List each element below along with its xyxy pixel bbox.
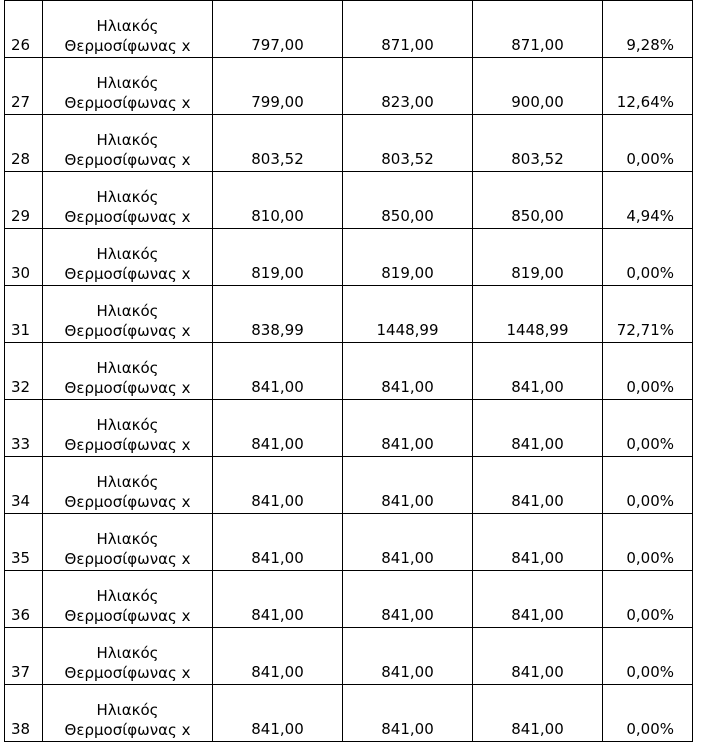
percent-change-cell: 9,28% xyxy=(603,1,693,58)
row-number-cell: 30 xyxy=(5,229,43,286)
price-cell-1: 841,00 xyxy=(213,457,343,514)
row-number-cell: 34 xyxy=(5,457,43,514)
row-number-cell: 29 xyxy=(5,172,43,229)
product-name-line1: Ηλιακός xyxy=(96,359,159,377)
price-cell-1: 819,00 xyxy=(213,229,343,286)
product-name-line2: Θερμοσίφωνας x xyxy=(64,151,191,169)
row-number-cell: 33 xyxy=(5,400,43,457)
price-cell-1: 841,00 xyxy=(213,628,343,685)
price-cell-1: 841,00 xyxy=(213,685,343,742)
price-cell-3: 1448,99 xyxy=(473,286,603,343)
product-name-cell xyxy=(43,571,213,628)
price-cell-2: 841,00 xyxy=(343,571,473,628)
table-row xyxy=(5,172,693,229)
price-cell-2: 841,00 xyxy=(343,457,473,514)
price-cell-2: 850,00 xyxy=(343,172,473,229)
percent-change-cell: 0,00% xyxy=(603,343,693,400)
table-row xyxy=(5,685,693,742)
price-cell-2: 819,00 xyxy=(343,229,473,286)
price-table xyxy=(4,0,693,742)
row-number-cell: 35 xyxy=(5,514,43,571)
product-name-line1: Ηλιακός xyxy=(96,302,159,320)
product-name-cell xyxy=(43,115,213,172)
percent-change-cell: 12,64% xyxy=(603,58,693,115)
product-name-line2: Θερμοσίφωνας x xyxy=(64,379,191,397)
product-name-cell xyxy=(43,400,213,457)
product-name-line2: Θερμοσίφωνας x xyxy=(64,493,191,511)
price-cell-3: 841,00 xyxy=(473,628,603,685)
price-cell-3: 841,00 xyxy=(473,685,603,742)
price-cell-3: 803,52 xyxy=(473,115,603,172)
product-name-line1: Ηλιακός xyxy=(96,701,159,719)
product-name-line1: Ηλιακός xyxy=(96,74,159,92)
price-cell-2: 841,00 xyxy=(343,400,473,457)
percent-change-cell: 0,00% xyxy=(603,685,693,742)
price-cell-2: 1448,99 xyxy=(343,286,473,343)
product-name-line1: Ηλιακός xyxy=(96,17,159,35)
table-row xyxy=(5,1,693,58)
product-name-line2: Θερμοσίφωνας x xyxy=(64,607,191,625)
product-name-line2: Θερμοσίφωνας x xyxy=(64,265,191,283)
price-cell-1: 799,00 xyxy=(213,58,343,115)
product-name-line1: Ηλιακός xyxy=(96,587,159,605)
price-cell-1: 803,52 xyxy=(213,115,343,172)
price-cell-2: 841,00 xyxy=(343,343,473,400)
price-cell-3: 841,00 xyxy=(473,457,603,514)
price-table-body xyxy=(5,1,693,742)
table-row xyxy=(5,571,693,628)
row-number-cell: 36 xyxy=(5,571,43,628)
price-cell-1: 841,00 xyxy=(213,343,343,400)
price-cell-2: 871,00 xyxy=(343,1,473,58)
product-name-cell xyxy=(43,685,213,742)
table-row xyxy=(5,229,693,286)
price-cell-3: 900,00 xyxy=(473,58,603,115)
percent-change-cell: 0,00% xyxy=(603,229,693,286)
product-name-line2: Θερμοσίφωνας x xyxy=(64,664,191,682)
percent-change-cell: 0,00% xyxy=(603,571,693,628)
price-cell-1: 841,00 xyxy=(213,400,343,457)
product-name-line2: Θερμοσίφωνας x xyxy=(64,94,191,112)
table-row xyxy=(5,400,693,457)
table-row xyxy=(5,514,693,571)
price-cell-1: 810,00 xyxy=(213,172,343,229)
row-number-cell: 37 xyxy=(5,628,43,685)
percent-change-cell: 72,71% xyxy=(603,286,693,343)
table-row xyxy=(5,286,693,343)
row-number-cell: 28 xyxy=(5,115,43,172)
product-name-cell xyxy=(43,172,213,229)
product-name-line2: Θερμοσίφωνας x xyxy=(64,37,191,55)
product-name-cell xyxy=(43,286,213,343)
price-cell-1: 838,99 xyxy=(213,286,343,343)
product-name-line1: Ηλιακός xyxy=(96,188,159,206)
product-name-line1: Ηλιακός xyxy=(96,131,159,149)
price-cell-3: 871,00 xyxy=(473,1,603,58)
table-row xyxy=(5,457,693,514)
table-row xyxy=(5,628,693,685)
product-name-line1: Ηλιακός xyxy=(96,245,159,263)
table-row xyxy=(5,58,693,115)
row-number-cell: 31 xyxy=(5,286,43,343)
product-name-cell xyxy=(43,457,213,514)
row-number-cell: 26 xyxy=(5,1,43,58)
price-cell-2: 823,00 xyxy=(343,58,473,115)
product-name-line2: Θερμοσίφωνας x xyxy=(64,322,191,340)
product-name-line2: Θερμοσίφωνας x xyxy=(64,721,191,739)
product-name-line1: Ηλιακός xyxy=(96,530,159,548)
row-number-cell: 32 xyxy=(5,343,43,400)
product-name-line2: Θερμοσίφωνας x xyxy=(64,208,191,226)
price-cell-3: 841,00 xyxy=(473,343,603,400)
percent-change-cell: 0,00% xyxy=(603,400,693,457)
percent-change-cell: 0,00% xyxy=(603,628,693,685)
product-name-line1: Ηλιακός xyxy=(96,416,159,434)
table-row xyxy=(5,115,693,172)
product-name-line1: Ηλιακός xyxy=(96,473,159,491)
product-name-cell xyxy=(43,514,213,571)
product-name-cell xyxy=(43,343,213,400)
product-name-cell xyxy=(43,628,213,685)
product-name-line2: Θερμοσίφωνας x xyxy=(64,436,191,454)
product-name-cell xyxy=(43,1,213,58)
percent-change-cell: 0,00% xyxy=(603,115,693,172)
price-cell-3: 841,00 xyxy=(473,571,603,628)
price-cell-3: 850,00 xyxy=(473,172,603,229)
row-number-cell: 38 xyxy=(5,685,43,742)
price-cell-3: 819,00 xyxy=(473,229,603,286)
row-number-cell: 27 xyxy=(5,58,43,115)
price-cell-2: 803,52 xyxy=(343,115,473,172)
product-name-line1: Ηλιακός xyxy=(96,644,159,662)
table-row xyxy=(5,343,693,400)
price-cell-2: 841,00 xyxy=(343,514,473,571)
percent-change-cell: 0,00% xyxy=(603,514,693,571)
price-cell-3: 841,00 xyxy=(473,514,603,571)
price-cell-3: 841,00 xyxy=(473,400,603,457)
price-cell-2: 841,00 xyxy=(343,628,473,685)
percent-change-cell: 0,00% xyxy=(603,457,693,514)
product-name-cell xyxy=(43,58,213,115)
price-cell-2: 841,00 xyxy=(343,685,473,742)
price-cell-1: 797,00 xyxy=(213,1,343,58)
price-cell-1: 841,00 xyxy=(213,514,343,571)
product-name-line2: Θερμοσίφωνας x xyxy=(64,550,191,568)
percent-change-cell: 4,94% xyxy=(603,172,693,229)
product-name-cell xyxy=(43,229,213,286)
price-cell-1: 841,00 xyxy=(213,571,343,628)
